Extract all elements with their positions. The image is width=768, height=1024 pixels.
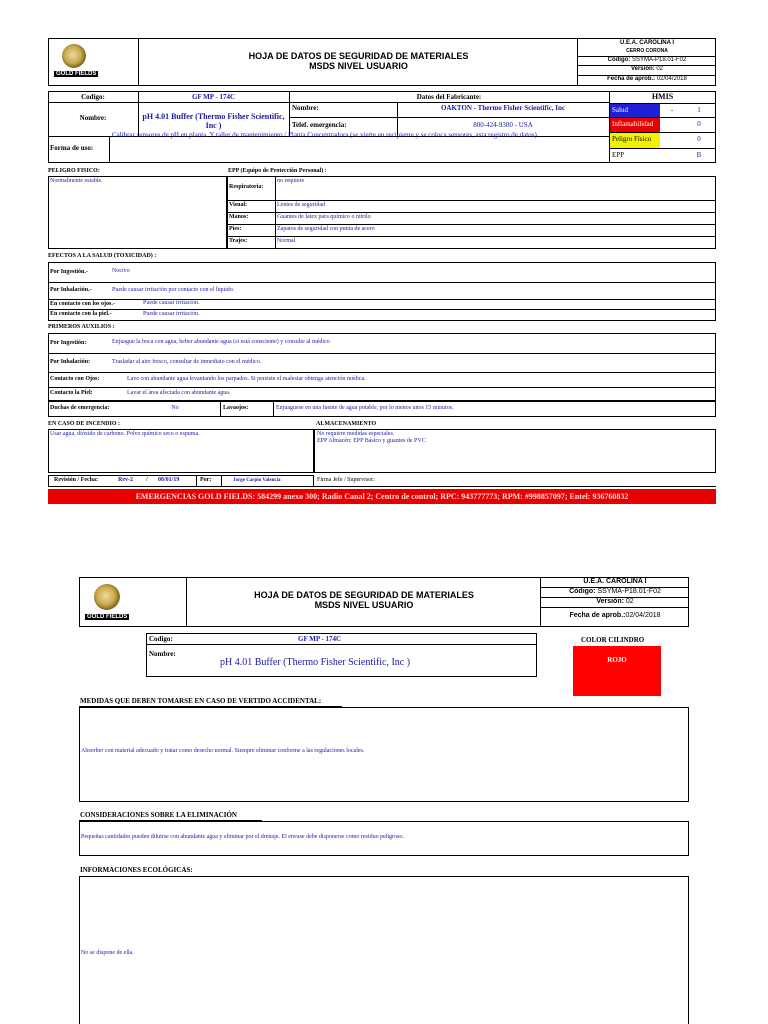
hmis-value-3: B [696, 151, 702, 159]
lavaojos-label: Lavaojos: [223, 405, 249, 411]
page2-logo-text: GOLD FIELDS [87, 614, 128, 620]
fab-nombre-value: OAKTON - Thermo Fisher Scientific, Inc [440, 104, 566, 112]
uea-label: U.E.A. CAROLINA I [619, 40, 675, 46]
revision-slash: / [146, 477, 148, 483]
peligro-value: Normalmente estable. [50, 178, 103, 184]
header-logo-divider [138, 38, 139, 86]
efectos-label-0: Por Ingestión.- [50, 268, 88, 275]
auxilios-label-3: Contacto la Piel: [50, 390, 93, 396]
por-value: Jorge Carpio Valencia [233, 478, 281, 483]
firma-label: Firma Jefe / Supervisor: [317, 477, 375, 483]
almacenamiento-line1: No requiere medidas especiales. [317, 431, 395, 437]
page2-version-row: Versión: 02 [596, 598, 634, 605]
auxilios-label-0: Por Ingestión: [50, 339, 87, 346]
epp-value-0: no requiere [277, 178, 305, 184]
page2-lion-icon [94, 584, 120, 610]
page2-nombre-value: pH 4.01 Buffer (Thermo Fisher Scientific, Inc ) [220, 657, 411, 668]
color-cilindro-title: COLOR CILINDRO [581, 636, 645, 644]
duchas-label: Duchas de emergencia: [50, 405, 110, 411]
hmis-value-2: 0 [697, 135, 701, 143]
page2-title [188, 590, 540, 610]
peligro-title: PELIGRO FISICO: [48, 168, 100, 174]
efectos-value-3: Puede causar irritación. [143, 310, 200, 317]
page2-fecha-row: Fecha de aprob.:02/04/2018 [569, 612, 661, 619]
hmis-value-1: 0 [697, 120, 701, 128]
epp-label-1: Visual: [229, 202, 248, 208]
hmis-value-0: 1 [697, 106, 701, 114]
duchas-value: No [171, 405, 179, 411]
eliminacion-title: CONSIDERACIONES SOBRE LA ELIMINACIÓN [80, 811, 237, 819]
eliminacion-value: Pequeñas cantidades pueden diluirse con abundante agua y eliminar por el drenaje. El envase debe disponerse como residuo peligroso. [81, 834, 404, 840]
codigo-value: GF MP - 174C [191, 93, 236, 101]
auxilios-value-1: Trasladar al aire fresco, consultar de inmediato con el médico. [112, 358, 262, 365]
auxilios-label-2: Contacto con Ojos: [50, 376, 100, 382]
page2-codigo-row: Código: SSYMA-P18.01-F02 [569, 588, 661, 595]
auxilios-value-2: Lave con abundante agua levantando los parpados. Si persiste el malestar obtenga atención médica. [127, 375, 366, 382]
codigo-row: Código: SSYMA-P18.01-F02 [607, 57, 687, 63]
gold-fields-lion-icon [62, 44, 86, 68]
ecologicas-value: No se dispone de ella. [81, 950, 134, 956]
epp-line-1 [227, 200, 716, 201]
almacenamiento-title: ALMACENAMIENTO [316, 421, 377, 427]
epp-value-4: Normal [277, 238, 296, 244]
emergency-bar: EMERGENCIAS GOLD FIELDS: 584299 anexo 300; Radio Canal 2; Centro de control; RPC: 943777773; RPM: #998857097; Entel: 936760832 [48, 489, 716, 504]
hmis-row-1: Inflamabilidad [610, 118, 660, 132]
tel-value: 800-424-9300 - USA [473, 121, 533, 129]
peligro-box [48, 176, 227, 249]
epp-value-1: Lentes de seguridad [277, 202, 325, 208]
epp-line-3 [227, 224, 716, 225]
forma-label: Forma de uso: [50, 144, 94, 152]
forma-value: Calibrar sensores de pH en planta. Y taller de mantenimiento / Planta Concentradora (se vierte en recipiente y se coloca sensores, asta registro de datos). [112, 131, 539, 139]
title-line2: MSDS NIVEL USUARIO [309, 61, 408, 71]
hmis-mid-0: - [670, 106, 674, 114]
hmis-title: HMIS [651, 92, 674, 101]
epp-title: EPP (Equipo de Protección Personal) : [228, 168, 327, 174]
efectos-value-0: Nocivo [112, 268, 130, 274]
epp-label-4: Trajes: [229, 238, 248, 244]
revision-rev: Rev-2 [118, 477, 133, 483]
epp-label-0: Respiratoria: [229, 184, 264, 190]
efectos-label-2: En contacto con los ojos.- [50, 300, 115, 307]
version-row: Versión: 02 [630, 66, 664, 72]
epp-line-2 [227, 212, 716, 213]
incendio-title: EN CASO DE INCENDIO : [48, 421, 121, 427]
vertido-value: Absorber con material adecuado y tratar como desecho normal. Siempre eliminar conforme a las regulaciones locales. [81, 748, 365, 754]
almacenamiento-line2: EPP Almacén: EPP Básico y guantes de PVC [317, 438, 426, 444]
lavaojos-value: Enjuaguese en una fuente de agua potable, por lo menos unos 15 minutos. [276, 405, 454, 411]
auxilios-title: PRIMEROS AUXILIOS : [48, 324, 115, 330]
page2-nombre-label: Nombre: [149, 650, 176, 658]
efectos-title: EFECTOS A LA SALUD (TOXICIDAD) : [48, 253, 157, 259]
page2-uea: U.E.A. CAROLINA I [583, 578, 647, 585]
hmis-row-0: Salud [610, 104, 660, 117]
auxilios-value-0: Enjuague la boca con agua, beber abundante agua (si está consciente) y consulte al médico [112, 339, 330, 345]
epp-line-4 [227, 236, 716, 237]
ecologicas-box [79, 876, 689, 1024]
fabricante-title: Datos del Fabricante: [416, 93, 482, 101]
epp-label-3: Pies: [229, 226, 242, 232]
hmis-row-3: EPP [610, 149, 660, 162]
vertido-box [79, 707, 689, 802]
codigo-label: Codigo: [81, 93, 105, 101]
title-line1: HOJA DE DATOS DE SEGURIDAD DE MATERIALES [248, 51, 469, 61]
efectos-row-0 [48, 262, 716, 283]
fecha-row: Fecha de aprob.: 02/04/2018 [607, 76, 687, 82]
cerro-label: CERRO CORONA [626, 48, 668, 54]
page2-codigo-label: Codigo: [149, 635, 173, 643]
efectos-label-3: En contacto con la piel.- [50, 311, 112, 317]
vertido-title: MEDIDAS QUE DEBEN TOMARSE EN CASO DE VERTIDO ACCIDENTAL: [80, 697, 322, 705]
ecologicas-title: INFORMACIONES ECOLÓGICAS: [80, 866, 193, 874]
page2-product-box [146, 633, 537, 677]
page2-title-line1: HOJA DE DATOS DE SEGURIDAD DE MATERIALES [254, 590, 474, 600]
page2-title-line2: MSDS NIVEL USUARIO [314, 600, 414, 610]
tel-label: Telef. emergencia: [292, 121, 347, 129]
revision-date: 08/01/19 [158, 477, 180, 483]
logo-text: GOLD FIELDS [56, 71, 97, 77]
fab-nombre-label: Nombre: [292, 104, 319, 112]
efectos-label-1: Por Inhalación.- [50, 287, 92, 293]
page2-gold-fields-logo [85, 614, 129, 620]
nombre-label: Nombre: [79, 114, 107, 122]
page2-codigo-value: GF MP - 174C [298, 635, 342, 643]
efectos-value-1: Puede causar irritación por contacto con el liquido. [112, 286, 235, 293]
color-cilindro-swatch: ROJO [573, 646, 661, 696]
hmis-row-2: Peligro Físico [610, 133, 660, 148]
epp-label-2: Manos: [229, 214, 249, 220]
epp-value-2: Guantes de latex para químico o nitrilo [277, 214, 371, 220]
por-label: Por: [200, 477, 212, 483]
incendio-value: Usar agua, dióxido de carbono. Polvo químico seco o espuma. [50, 431, 200, 437]
auxilios-value-3: Lavar el área afectada con abundante agua. [127, 389, 231, 396]
page-title [140, 51, 577, 71]
epp-value-3: Zapatos de seguridad con punta de acero [277, 226, 375, 232]
nombre-value: pH 4.01 Buffer (Thermo Fisher Scientific, Inc ) [142, 112, 285, 130]
efectos-value-2: Puede causar irritación. [143, 300, 200, 306]
revision-label: Revisión / Fecha: [54, 477, 98, 483]
gold-fields-logo [54, 71, 98, 77]
auxilios-label-1: Por Inhalación: [50, 359, 91, 365]
